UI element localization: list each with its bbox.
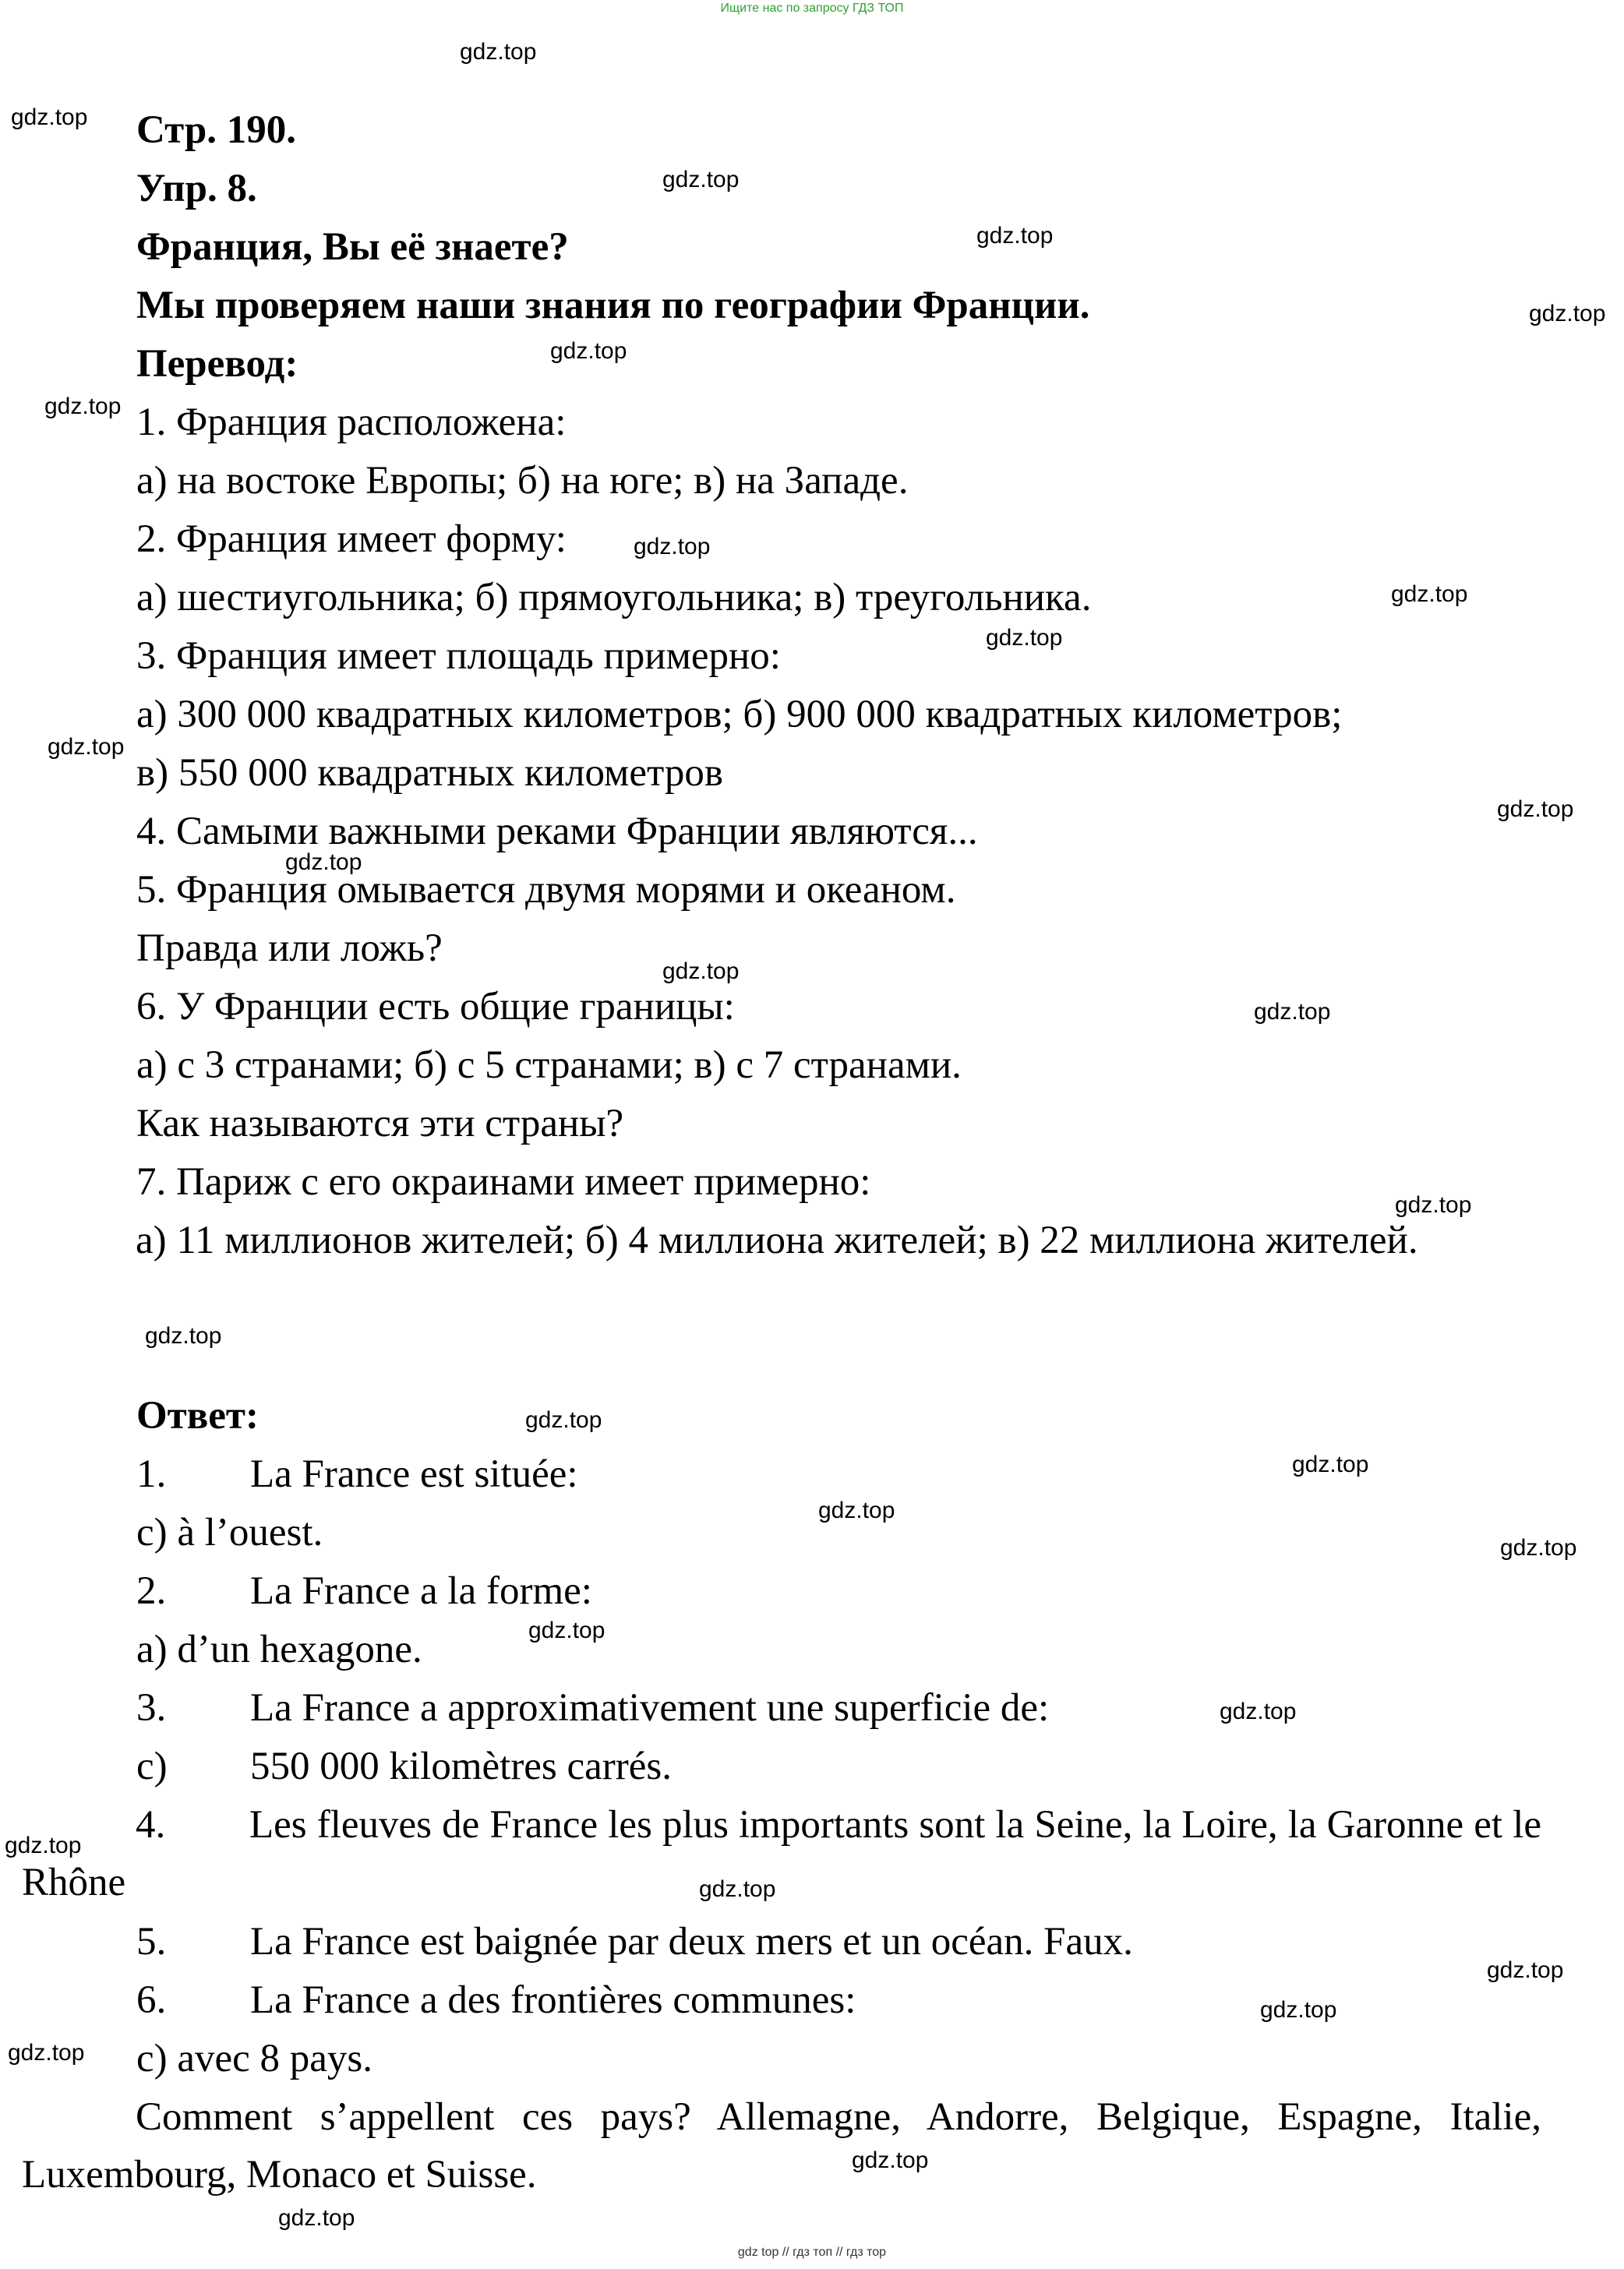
watermark: gdz.top <box>1395 1192 1472 1218</box>
page-number: Стр. 190. <box>136 108 296 152</box>
watermark: gdz.top <box>986 625 1063 651</box>
translation-line: 7. Париж с его окраинами имеет примерно: <box>136 1160 871 1204</box>
watermark: gdz.top <box>1254 999 1331 1025</box>
answer-text: Les fleuves de France les plus importants sont la Seine, la Loire, la Garonne et le Rhône <box>22 1803 1541 1904</box>
translation-line: а) на востоке Европы; б) на юге; в) на Западе. <box>136 459 909 503</box>
answer-number: 2. <box>136 1569 167 1613</box>
answer-number: c) <box>136 1745 168 1788</box>
answer-number: 5. <box>136 1920 167 1964</box>
watermark: gdz.top <box>5 1833 82 1858</box>
translation-line: 2. Франция имеет форму: <box>136 517 567 561</box>
watermark: gdz.top <box>1220 1699 1297 1724</box>
translation-line: а) 11 миллионов жителей; б) 4 миллиона жителей; в) 22 миллиона жителей. <box>136 1219 1418 1262</box>
exercise-subtitle: Мы проверяем наши знания по географии Франции. <box>136 284 1090 327</box>
answer-option: a) d’un hexagone. <box>136 1628 422 1671</box>
watermark: gdz.top <box>662 167 740 192</box>
answer-number: 4. <box>136 1803 166 1847</box>
translation-line: 5. Франция омывается двумя морями и океаном. <box>136 868 956 912</box>
watermark: gdz.top <box>1260 1997 1337 2023</box>
watermark: gdz.top <box>44 393 122 419</box>
answer-item <box>136 1450 578 1498</box>
answer-item <box>136 1684 1049 1732</box>
answer-item <box>22 1796 1541 1911</box>
answer-text: La France est située: <box>250 1452 578 1496</box>
watermark: gdz.top <box>285 849 362 875</box>
watermark: gdz.top <box>1497 796 1574 822</box>
answer-text: La France a des frontières communes: <box>250 1978 856 2022</box>
translation-line: а) 300 000 квадратных километров; б) 900 000 квадратных километров; <box>136 693 1343 736</box>
answer-number: 6. <box>136 1978 167 2022</box>
watermark: gdz.top <box>525 1407 602 1433</box>
watermark: gdz.top <box>550 338 627 364</box>
translation-line: 6. У Франции есть общие границы: <box>136 985 735 1029</box>
bottom-banner: gdz top // гдз топ // гдз тор <box>737 2246 887 2259</box>
top-banner: Ищите нас по запросу ГДЗ ТОП <box>720 2 904 15</box>
translation-line: в) 550 000 квадратных километров <box>136 751 723 795</box>
translation-label: Перевод: <box>136 342 298 386</box>
answer-text: La France a approximativement une superficie de: <box>250 1686 1050 1730</box>
answer-item <box>136 1976 856 2024</box>
translation-line: 4. Самыми важными реками Франции являются... <box>136 810 978 853</box>
answer-number: 3. <box>136 1686 167 1730</box>
translation-line: 3. Франция имеет площадь примерно: <box>136 634 781 678</box>
watermark: gdz.top <box>1391 581 1468 607</box>
answer-option: c) à l’ouest. <box>136 1511 323 1554</box>
watermark: gdz.top <box>662 958 740 984</box>
watermark: gdz.top <box>145 1323 222 1349</box>
watermark: gdz.top <box>528 1618 605 1643</box>
watermark: gdz.top <box>1500 1535 1577 1561</box>
answer-number: 1. <box>136 1452 167 1496</box>
exercise-title: Франция, Вы её знаете? <box>136 225 569 269</box>
watermark: gdz.top <box>976 223 1054 249</box>
watermark: gdz.top <box>634 534 711 559</box>
watermark: gdz.top <box>1292 1452 1369 1477</box>
translation-line: Как называются эти страны? <box>136 1102 624 1145</box>
watermark: gdz.top <box>460 39 537 65</box>
translation-line: а) шестиугольника; б) прямоугольника; в) треугольника. <box>136 576 1092 619</box>
watermark: gdz.top <box>278 2205 355 2231</box>
answer-item: Comment s’appellent ces pays? Allemagne, Andorre, Belgique, Espagne, Italie, Luxembourg, Monaco et Suisse. <box>22 2095 1541 2197</box>
watermark: gdz.top <box>48 734 125 760</box>
answer-item <box>136 1918 1133 1966</box>
answer-text: La France a la forme: <box>250 1569 592 1613</box>
exercise-number: Упр. 8. <box>136 167 257 210</box>
answer-option <box>136 1742 672 1791</box>
watermark: gdz.top <box>11 104 88 130</box>
watermark: gdz.top <box>699 1876 776 1902</box>
answer-option: c) avec 8 pays. <box>136 2037 373 2080</box>
watermark: gdz.top <box>8 2040 85 2066</box>
watermark: gdz.top <box>1487 1957 1564 1983</box>
watermark: gdz.top <box>818 1498 895 1523</box>
watermark: gdz.top <box>852 2147 929 2173</box>
answer-text: La France est baignée par deux mers et un océan. Faux. <box>250 1920 1133 1964</box>
translation-line: Правда или ложь? <box>136 926 443 970</box>
watermark: gdz.top <box>1529 301 1606 326</box>
answer-text: 550 000 kilomètres carrés. <box>250 1745 673 1788</box>
answer-item <box>136 1567 592 1615</box>
translation-line: 1. Франция расположена: <box>136 401 567 444</box>
translation-line: а) с 3 странами; б) с 5 странами; в) с 7 странами. <box>136 1043 962 1087</box>
answer-label: Ответ: <box>136 1394 259 1438</box>
